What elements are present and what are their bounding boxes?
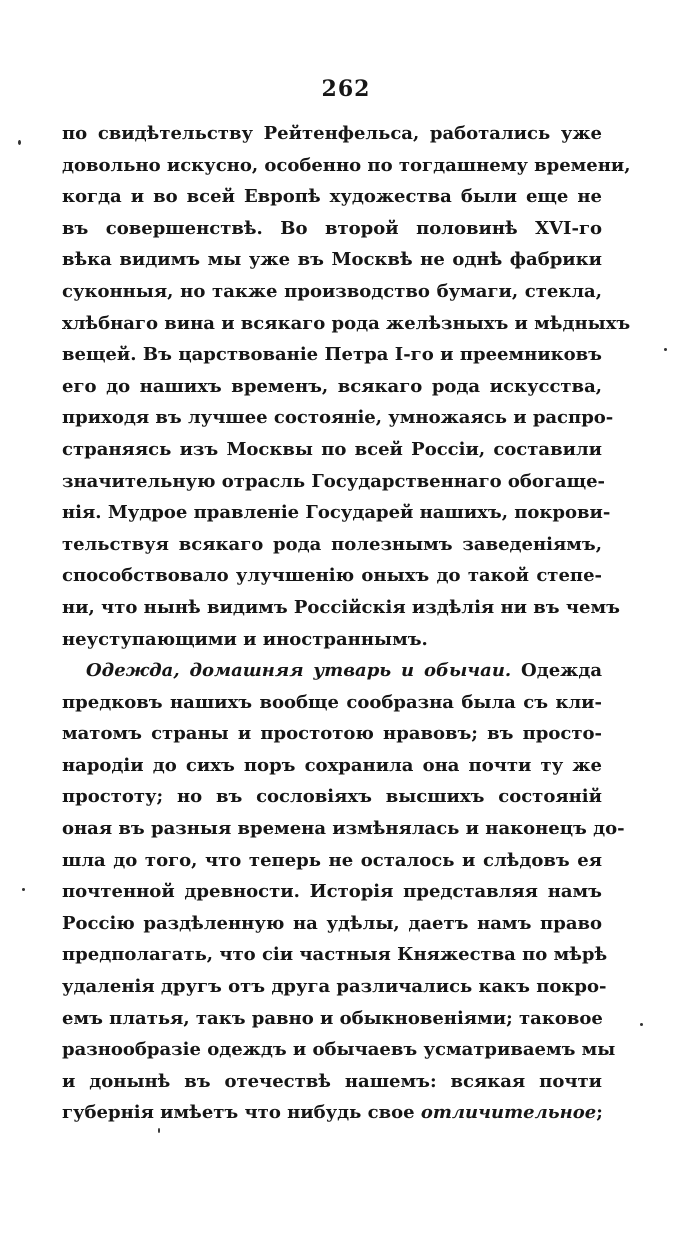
final-line-italic: отличительное <box>420 1102 597 1124</box>
text-line: матомъ страны и простотою нравовъ; въ просто- <box>62 723 602 745</box>
text-line: хлѣбнаго вина и всякаго рода желѣзныхъ и мѣдныхъ <box>62 312 631 334</box>
text-line: довольно искусно, особенно по тогдашнему времени, <box>62 154 631 176</box>
text-line: приходя въ лучшее состояніе, умножаясь и распро- <box>62 407 614 429</box>
text-line: нія. Мудрое правленіе Государей нашихъ, покрови- <box>62 502 611 524</box>
text-line: Россію раздѣленную на удѣлы, даетъ намъ право <box>62 912 602 934</box>
text-line: удаленія другъ отъ друга различались какъ покро- <box>62 976 607 998</box>
final-line-end: ; <box>596 1102 603 1124</box>
text-line: ни, что нынѣ видимъ Россійскія издѣлія ни въ чемъ <box>62 596 620 618</box>
section-heading: Одежда, домашняя утварь и обычаи. <box>86 660 512 682</box>
text-line: страняясь изъ Москвы по всей Россіи, составили <box>62 438 602 460</box>
scan-speck <box>18 140 21 145</box>
scan-speck <box>158 1128 160 1133</box>
text-line: способствовало улучшенію оныхъ до такой степе- <box>62 565 602 587</box>
scan-speck <box>22 888 25 891</box>
body-text <box>62 118 631 1129</box>
text-line: вещей. Въ царствованіе Петра I-го и преемниковъ <box>62 344 602 366</box>
text-line: емъ платья, такъ равно и обыкновеніями; таковое <box>62 1007 603 1029</box>
text-line: предполагать, что сіи частныя Княжества по мѣрѣ <box>62 944 608 966</box>
text-line: оная въ разныя времена измѣнялась и наконецъ до- <box>62 818 625 840</box>
text-line: неуступающими и иностраннымъ. <box>62 628 428 650</box>
text-line: значительную отрасль Государственнаго обогаще- <box>62 470 605 492</box>
scan-speck <box>664 348 667 351</box>
scan-speck <box>640 1023 643 1026</box>
text-line: и донынѣ въ отечествѣ нашемъ: всякая почти <box>62 1070 602 1092</box>
text-line: суконныя, но также производство бумаги, стекла, <box>62 280 602 302</box>
text-line: вѣка видимъ мы уже въ Москвѣ не однѣ фабрики <box>62 249 602 271</box>
final-line-start: губернія имѣетъ что нибудь свое <box>62 1102 421 1124</box>
text-line: почтенной древности. Исторія представляя намъ <box>62 881 602 903</box>
text-line: по свидѣтельству Рейтенфельса, работались уже <box>62 123 602 144</box>
text-line: шла до того, что теперь не осталось и слѣдовъ ея <box>62 849 602 871</box>
text-line: простоту; но въ сословіяхъ высшихъ состояній <box>62 786 602 808</box>
page-number: 262 <box>321 76 371 102</box>
text-line: въ совершенствѣ. Во второй половинѣ XVI-го <box>62 217 602 239</box>
text-line: народіи до сихъ поръ сохранила она почти ту же <box>62 754 602 776</box>
text-line-final <box>62 1097 602 1129</box>
text-line: его до нашихъ временъ, всякаго рода искусства, <box>62 375 602 397</box>
text-line: предковъ нашихъ вообще сообразна была съ кли- <box>62 691 602 713</box>
section-heading-line <box>62 655 602 687</box>
heading-continuation: Одежда <box>511 660 603 682</box>
text-line: разнообразіе одеждъ и обычаевъ усматриваемъ мы <box>62 1039 616 1061</box>
text-line: тельствуя всякаго рода полезнымъ заведеніямъ, <box>62 533 602 555</box>
text-line: когда и во всей Европѣ художества были еще не <box>62 186 602 208</box>
